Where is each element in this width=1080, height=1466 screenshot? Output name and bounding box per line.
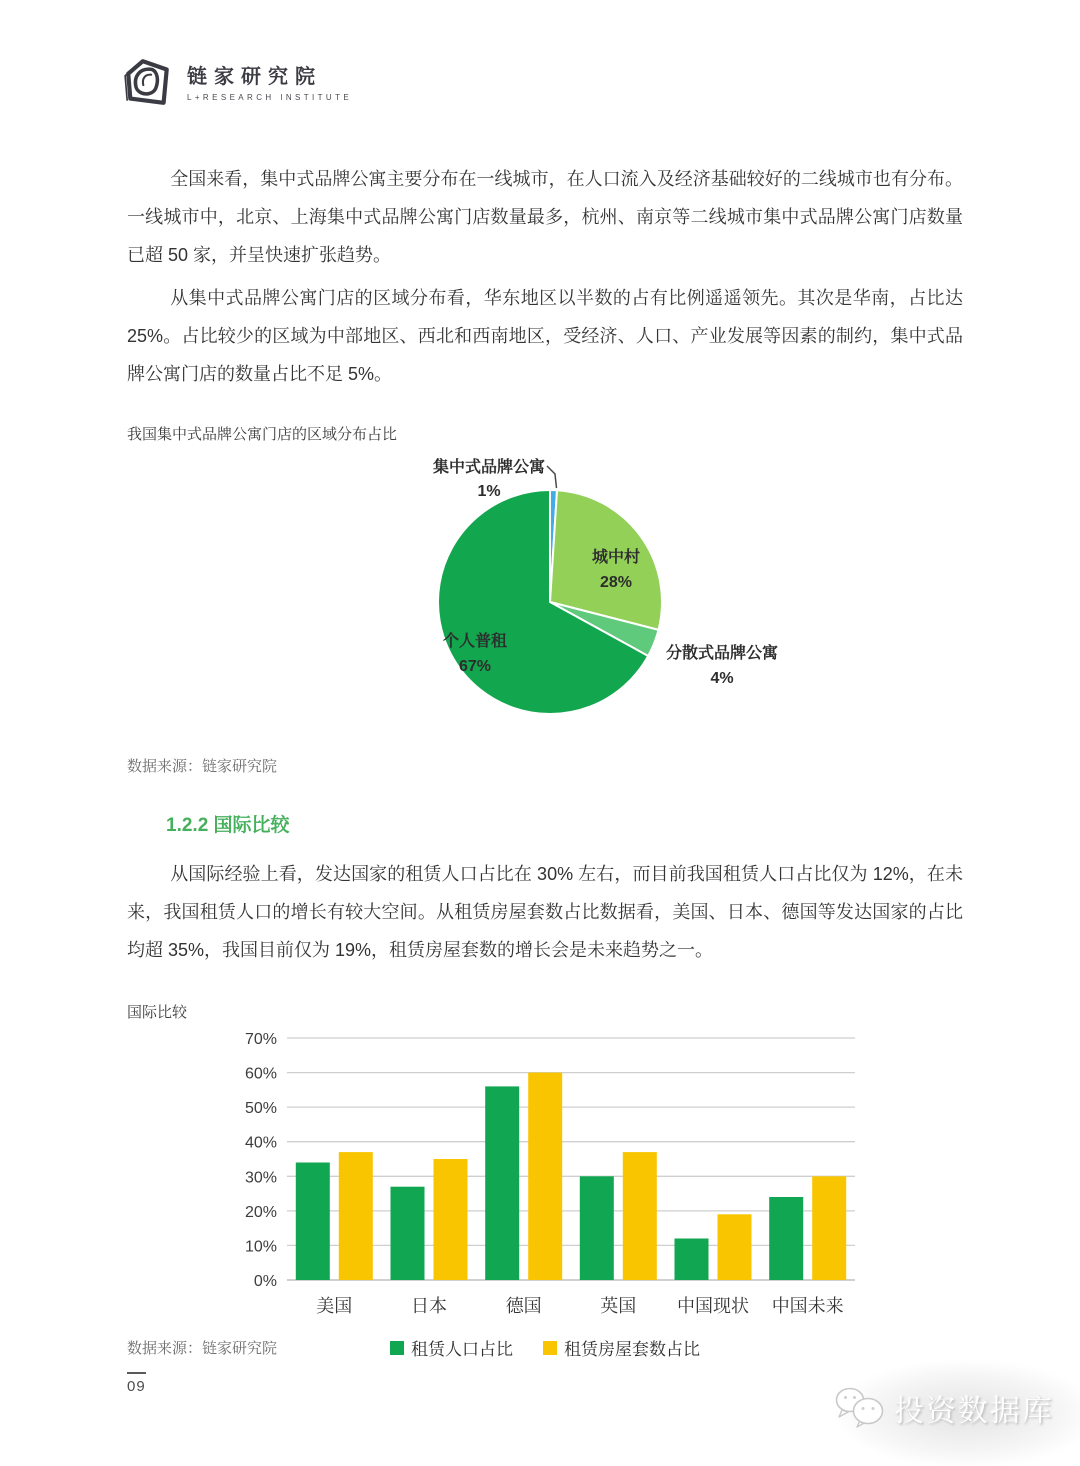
pie-label: 城中村 [591, 549, 641, 566]
footer-rule [127, 1372, 146, 1374]
legend-item [543, 1335, 700, 1360]
bar-英国-0 [580, 1176, 614, 1280]
y-tick-label: 10% [244, 1238, 277, 1256]
y-tick-label: 30% [244, 1169, 277, 1187]
bar-日本-1 [434, 1159, 468, 1280]
bar-chart-legend [390, 1335, 700, 1360]
paragraph-1: 全国来看，集中式品牌公寓主要分布在一线城市，在人口流入及经济基础较好的二线城市也有分布。一线城市中，北京、上海集中式品牌公寓门店数量最多，杭州、南京等二线城市集中式品牌公寓门店数量已超 50 家，并呈快速扩张趋势。 [127, 169, 963, 265]
pie-value-label: 28% [599, 574, 633, 591]
bar-chart-title: 国际比较 [127, 1004, 188, 1021]
pie-chart-title: 我国集中式品牌公寓门店的区域分布占比 [127, 426, 398, 443]
y-tick-label: 70% [244, 1031, 277, 1048]
pie-value-label: 1% [477, 483, 501, 500]
bar-中国未来-0 [769, 1197, 803, 1280]
house-outline-icon [123, 57, 173, 109]
page-footer [127, 1372, 146, 1395]
bar-德国-0 [485, 1086, 519, 1280]
pie-label: 集中式品牌公寓 [432, 459, 546, 476]
pie-value-label: 67% [458, 658, 492, 675]
x-category-label: 中国未来 [771, 1296, 844, 1316]
pie-value-label: 4% [710, 670, 734, 687]
bar-英国-1 [623, 1152, 657, 1280]
section-heading: 1.2.2 国际比较 [166, 815, 290, 836]
y-tick-label: 60% [244, 1065, 277, 1083]
bar-日本-0 [391, 1187, 425, 1280]
legend-swatch-yellow-icon [543, 1341, 557, 1355]
logo-title: 链家研究院 [187, 65, 322, 88]
bar-中国未来-1 [812, 1176, 846, 1280]
pie-label: 个人普租 [442, 633, 508, 650]
bar-中国现状-1 [718, 1214, 752, 1280]
y-tick-label: 40% [244, 1134, 277, 1152]
legend-swatch-green-icon [390, 1341, 404, 1355]
pie-callout-line [547, 466, 557, 488]
pie-data-source: 数据来源：链家研究院 [127, 758, 278, 775]
bar-中国现状-0 [675, 1239, 709, 1281]
x-category-label: 美国 [316, 1296, 353, 1316]
watermark [780, 1350, 1080, 1466]
bar-chart [238, 1030, 868, 1325]
x-category-label: 中国现状 [677, 1296, 749, 1316]
x-category-label: 日本 [411, 1296, 447, 1316]
y-tick-label: 0% [253, 1273, 277, 1290]
legend-label: 租赁人口占比 [411, 1340, 513, 1359]
pie-chart-svg [392, 452, 892, 744]
watermark-text: 投资数据库 [894, 1395, 1054, 1428]
paragraph-2: 从集中式品牌公寓门店的区域分布看，华东地区以半数的占有比例遥遥领先。其次是华南，占比达 25%。占比较少的区域为中部地区、西北和西南地区，受经济、人口、产业发展等因素的制约，集中式品牌公寓门店的数量占比不足 5%。 [127, 288, 963, 384]
x-category-label: 德国 [505, 1296, 542, 1316]
lianjia-logo [123, 57, 352, 109]
legend-label: 租赁房屋套数占比 [564, 1340, 700, 1359]
bar-data-source: 数据来源：链家研究院 [127, 1340, 278, 1357]
bar-chart-svg [238, 1030, 868, 1320]
x-category-label: 英国 [600, 1296, 637, 1316]
legend-item [390, 1335, 513, 1360]
bar-美国-1 [339, 1152, 373, 1280]
pie-chart [392, 452, 892, 749]
pie-label: 分散式品牌公寓 [665, 645, 779, 662]
bar-美国-0 [296, 1163, 330, 1281]
bar-德国-1 [528, 1073, 562, 1280]
y-tick-label: 50% [244, 1100, 277, 1118]
page-content [127, 160, 963, 1369]
wechat-icon [834, 1386, 886, 1430]
page-number: 09 [127, 1378, 146, 1395]
paragraph-3: 从国际经验上看，发达国家的租赁人口占比在 30% 左右，而目前我国租赁人口占比仅为 12%，在未来，我国租赁人口的增长有较大空间。从租赁房屋套数占比数据看，美国、日本、德国等发达国家的占比均超 35%，我国目前仅为 19%，租赁房屋套数的增长会是未来趋势之一。 [127, 864, 963, 960]
logo-subtitle: L+RESEARCH INSTITUTE [187, 92, 353, 102]
y-tick-label: 20% [244, 1203, 277, 1221]
